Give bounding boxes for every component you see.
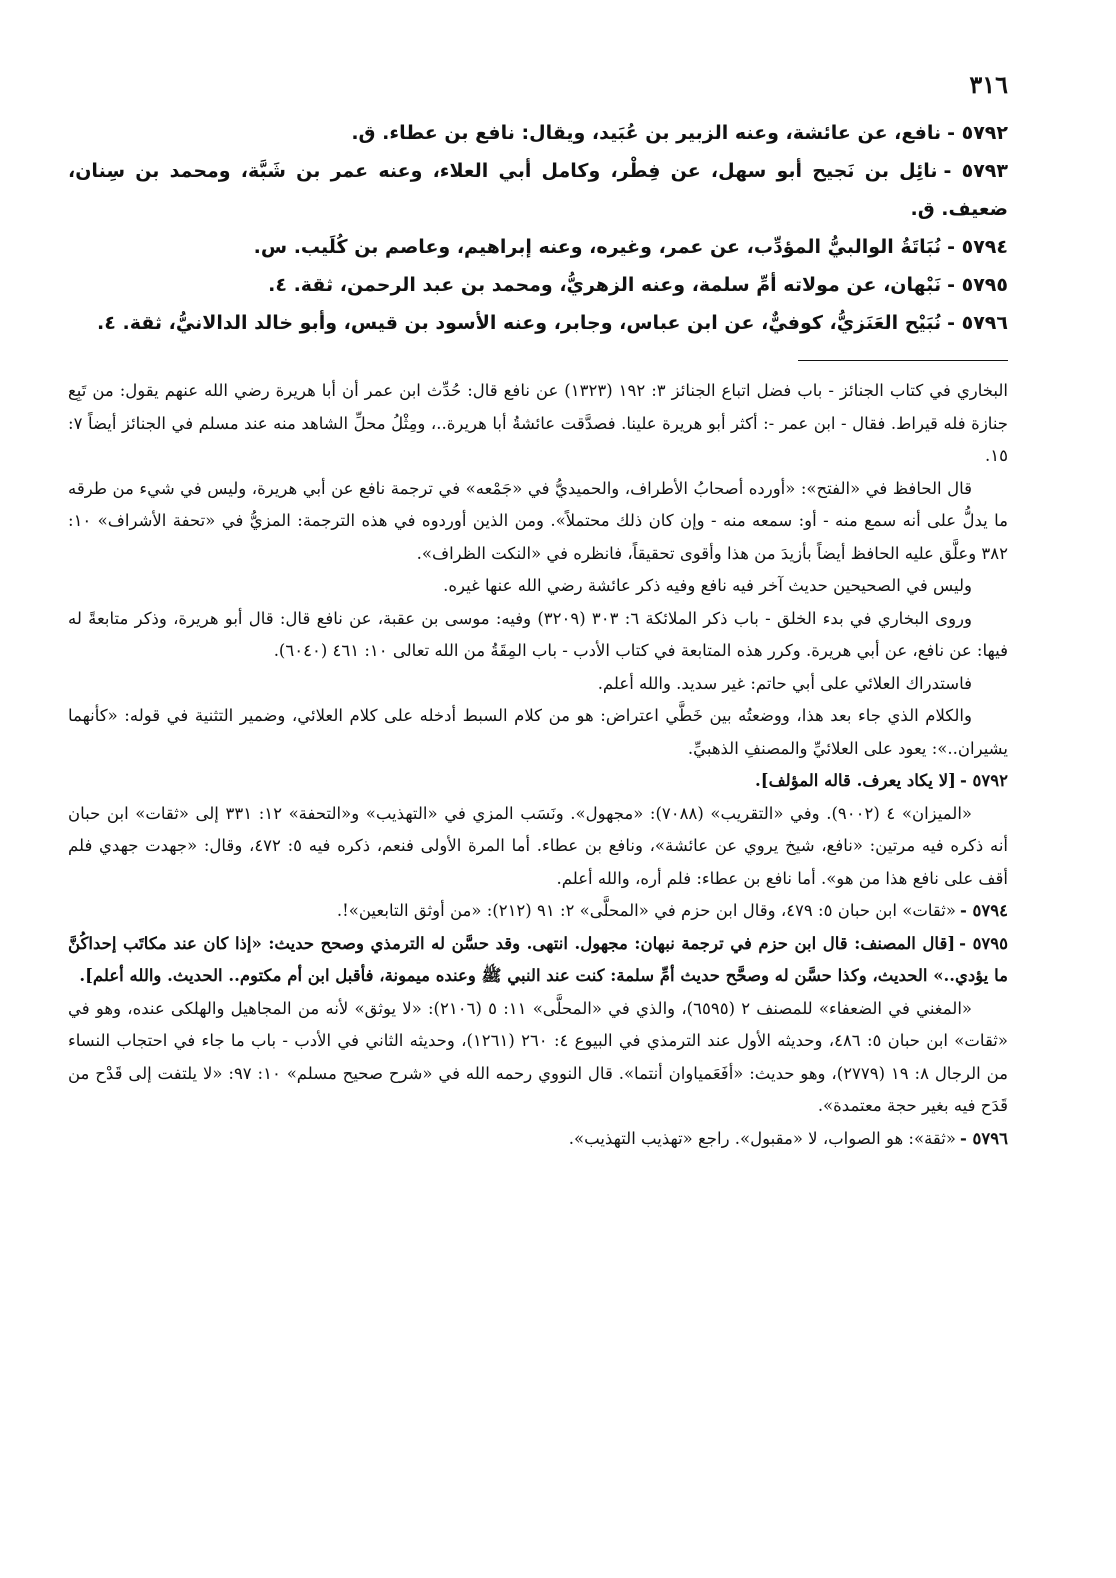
footnote-mughni: «المغني في الضعفاء» للمصنف ٢ (٦٥٩٥)، والذي في «المحلَّى» ١١: ٥ (٢١٠٦): «لا يوثق» لأنه من المجاهيل والهلكى عنده، وهو في «ثقات» ابن حبان ٥: ٤٨٦، وحديثه الأول عند الترمذي في البيوع ٤: ٢٦٠ (١٢٦١)، وحديثه الثاني في الأدب - باب ما جاء في احتجاب النساء من الرجال ٨: ١٩ (٢٧٧٩)، وهو حديث: «أفَعَمياوان أنتما». قال النووي رحمه الله في «شرح صحيح مسلم» ١٠: ٩٧: «لا يلتفت إلى قَدْح من قَدَح فيه بغير حجة معتمدة». [68, 998, 1009, 1115]
footnote-text: [قال المصنف: قال ابن حزم في ترجمة نبهان: مجهول. انتهى. وقد حسَّن له الترمذي وصحح حديث: «إذا كان عند مكاتَب إحداكُنَّ ما يؤدي..» الحديث، وكذا حسَّن له وصحَّح حديث أمِّ سلمة: كنت عند النبي ﷺ وعنده ميمونة، فأقبل ابن أم مكتوم.. الحديث. والله أعلم]. [68, 933, 1008, 985]
footnote-sahihayn: وليس في الصحيحين حديث آخر فيه نافع وفيه ذكر عائشة رضي الله عنها غيره. [443, 576, 972, 595]
footnote-number: ٥٧٩٤ - [959, 901, 1008, 920]
footnote-5796 [68, 1123, 1008, 1156]
footnote-text: «ثقات» ابن حبان ٥: ٤٧٩، وقال ابن حزم في «المحلَّى» ٢: ٩١ (٢١٢): «من أوثق التابعين»!. [336, 901, 956, 920]
footnote-5792 [68, 765, 1008, 798]
entry-5793 [68, 152, 1008, 228]
footnote-hafiz-fath: قال الحافظ في «الفتح»: «أورده أصحابُ الأطراف، والحميديُّ في «جَمْعه» في ترجمة نافع عن أبي هريرة، وليس في شيء من طرقه ما يدلُّ على أنه سمع منه - أو: سمعه منه - وإن كان ذلك محتملاً». ومن الذين أوردوه في هذه الترجمة: المزيُّ في «تحفة الأشراف» ١٠: ٣٨٢ وعلَّق عليه الحافظ أيضاً بأزيدَ من هذا وأقوى تحقيقاً، فانظره في «النكت الظراف». [68, 478, 1008, 563]
footnote-5795 [68, 928, 1008, 993]
footnote-bukhari-janaiz: البخاري في كتاب الجنائز - باب فضل اتباع الجنائز ٣: ١٩٢ (١٣٢٣) عن نافع قال: حُدِّث ابن عمر أن أبا هريرة رضي الله عنهم يقول: من تَبِع جنازة فله قيراط. فقال - ابن عمر -: أكثر أبو هريرة علينا. فصدَّقت عائشةُ أبا هريرة..، ومِثْلُ محلِّ الشاهد منه عند مسلم في الجنائز أيضاً ٧: ١٥. [68, 381, 1008, 465]
entry-text: نائِل بن نَجيح أبو سهل، عن فِطْر، وكامل أبي العلاء، وعنه عمر بن شَبَّة، ومحمد بن سِنان، ضعيف. ق. [68, 160, 1008, 220]
entry-number: ٥٧٩٤ - [947, 236, 1008, 258]
entry-number: ٥٧٩٥ - [947, 274, 1008, 296]
footnote-number: ٥٧٩٥ - [959, 933, 1009, 953]
entry-text: نافع، عن عائشة، وعنه الزبير بن عُبَيد، ويقال: نافع بن عطاء. ق. [351, 122, 942, 144]
main-entries [68, 114, 1008, 342]
entry-number: ٥٧٩٣ - [943, 160, 1008, 182]
footnote-mizan: «الميزان» ٤ (٩٠٠٢). وفي «التقريب» (٧٠٨٨): «مجهول». ونَسَب المزي في «التهذيب» و«التحفة» ١٢: ٣٣١ إلى «ثقات» ابن حبان أنه ذكره فيه مرتين: «نافع، شيخ يروي عن عائشة»، ونافع بن عطاء. أما المرة الأولى فنعم، ذكره فيه ٥: ٤٧٢، وقال: «جهدت جهدي فلم أقف على نافع هذا من هو». أما نافع بن عطاء: فلم أره، والله أعلم. [68, 803, 1008, 888]
entry-number: ٥٧٩٢ - [947, 122, 1008, 144]
footnote-istidrak: فاستدراك العلائي على أبي حاتم: غير سديد. والله أعلم. [597, 673, 972, 693]
footnote-separator [798, 360, 1008, 361]
entry-5796 [68, 304, 1008, 342]
entry-text: نُبَيْح العَنَزيُّ، كوفيٌّ، عن ابن عباس، وجابر، وعنه الأسود بن قيس، وأبو خالد الدالانيُّ، ثقة. ٤. [97, 312, 942, 334]
footnote-bad-al-khalq: وروى البخاري في بدء الخلق - باب ذكر الملائكة ٦: ٣٠٣ (٣٢٠٩) وفيه: موسى بن عقبة، عن نافع قال: قال أبو هريرة، وذكر متابعةً له فيها: عن نافع، عن أبي هريرة. وكرر هذه المتابعة في كتاب الأدب - باب المِقَةُ من الله تعالى ١٠: ٤٦١ (٦٠٤٠). [68, 608, 1008, 660]
entry-text: نَبْهان، عن مولاته أمِّ سلمة، وعنه الزهريُّ، ومحمد بن عبد الرحمن، ثقة. ٤. [268, 274, 942, 296]
entry-number: ٥٧٩٦ - [947, 312, 1008, 334]
footnote-sibt-comment: والكلام الذي جاء بعد هذا، ووضعتُه بين خَطَّي اعتراض: هو من كلام السبط أدخله على كلام العلائي، وضمير التثنية في قوله: «كأنهما يشيران..»: يعود على العلائيِّ والمصنفِ الذهبيِّ. [68, 706, 1008, 758]
entry-5795 [68, 266, 1008, 304]
footnote-text: [لا يكاد يعرف. قاله المؤلف]. [755, 771, 956, 790]
footnote-text: «ثقة»: هو الصواب، لا «مقبول». راجع «تهذيب التهذيب». [568, 1128, 956, 1148]
footnote-number: ٥٧٩٦ - [959, 1128, 1008, 1148]
footnote-5794 [68, 895, 1008, 928]
entry-5794 [68, 228, 1008, 266]
footnote-number: ٥٧٩٢ - [959, 771, 1008, 790]
entry-text: نُبَاتَةُ الوالبيُّ المؤدِّب، عن عمر، وغيره، وعنه إبراهيم، وعاصم بن كُلَيب. س. [253, 236, 942, 258]
page-number: ٣١٦ [969, 70, 1008, 99]
footnotes [68, 375, 1008, 1155]
entry-5792 [68, 114, 1008, 152]
